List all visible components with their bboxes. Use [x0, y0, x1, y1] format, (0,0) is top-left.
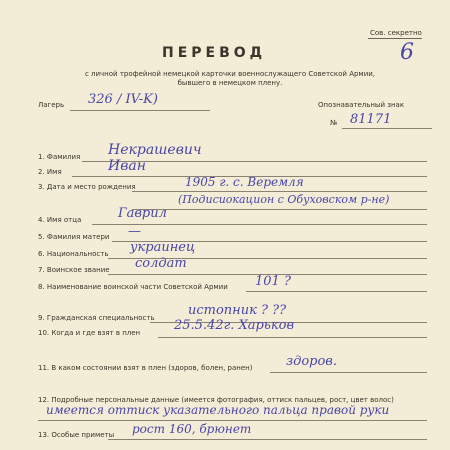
field-10-line — [158, 337, 427, 338]
page-number-handwritten: 6 — [400, 40, 414, 65]
field-5-value: — — [128, 224, 141, 239]
field-7-label: 7. Воинское звание — [38, 266, 110, 274]
field-11-label: 11. В каком состоянии взят в плен (здоров, болен, ранен) — [38, 364, 253, 372]
field-2-value: Иван — [108, 158, 146, 174]
camp-line — [70, 110, 210, 111]
field-5-label: 5. Фамилия матери — [38, 233, 110, 241]
field-6-label: 6. Национальность — [38, 250, 109, 258]
field-13-value: рост 160, брюнет — [132, 422, 252, 436]
field-12-label: 12. Подробные персональные данные (имеется фотография, оттиск пальцев, рост, цвет волос) — [38, 396, 394, 404]
field-4-label: 4. Имя отца — [38, 216, 82, 224]
field-3-value: 1905 г. с. Веремля — [185, 175, 304, 189]
id-mark-label: Опознавательный знак — [318, 101, 405, 109]
field-10-label: 10. Когда и где взят в плен — [38, 329, 141, 337]
document-subtitle-line1: с личной трофейной немецкой карточки военнослужащего Советской Армии, — [84, 70, 376, 78]
field-3-label: 3. Дата и место рождения — [38, 183, 136, 191]
field-12-line — [38, 420, 427, 421]
camp-label: Лагерь — [38, 101, 65, 109]
field-6-value: украинец — [130, 240, 196, 255]
field-7-value: солдат — [135, 256, 187, 271]
field-12-value: имеется оттиск указательного пальца правой руки — [46, 403, 390, 417]
field-13-label: 13. Особые приметы — [38, 431, 115, 439]
classification-label: Сов. секретно — [370, 29, 422, 37]
field-11-line — [270, 372, 427, 373]
field-2-label: 2. Имя — [38, 168, 62, 176]
field-4-value: Гаврил — [118, 206, 167, 221]
id-mark-line — [342, 128, 432, 129]
field-8-label: 8. Наименование воинской части Советской Армии — [38, 283, 228, 291]
field-9-value: истопник ? ?? — [188, 303, 287, 318]
field-13-line — [108, 439, 427, 440]
field-10-value: 25.5.42г. Харьков — [174, 318, 295, 333]
field-1-value: Некрашевич — [108, 142, 202, 158]
field-8-value: 101 ? — [255, 274, 291, 289]
field-3-value-2: (Подисиокацион с Обуховском р-не) — [178, 193, 390, 206]
field-11-value: здоров. — [286, 354, 338, 369]
field-3-line-2 — [132, 209, 427, 210]
id-mark-number-label: № — [330, 119, 338, 127]
field-8-line — [246, 291, 427, 292]
field-4-line — [92, 224, 427, 225]
document-subtitle-line2: бывшего в немецком плену. — [177, 79, 283, 87]
id-mark-value: 81171 — [350, 112, 392, 127]
field-9-label: 9. Гражданская специальность — [38, 314, 155, 322]
document-title: ПЕРЕВОД — [162, 45, 267, 61]
camp-value: 326 / IV-K) — [88, 92, 158, 107]
field-1-label: 1. Фамилия — [38, 153, 81, 161]
classification-underline — [368, 38, 422, 39]
field-3-line — [132, 191, 427, 192]
